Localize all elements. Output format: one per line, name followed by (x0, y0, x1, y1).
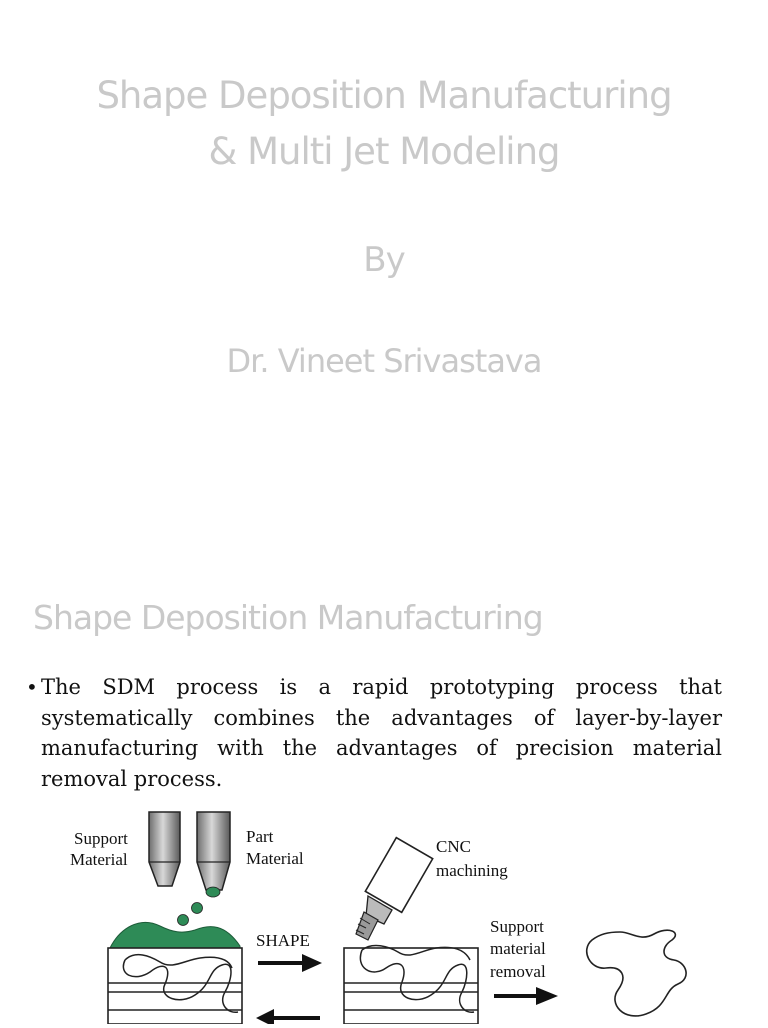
part-nozzle-icon (197, 812, 230, 897)
support-material-label-2: Material (70, 850, 128, 869)
cnc-label-2: machining (436, 861, 508, 880)
support-nozzle-icon (149, 812, 180, 886)
title-line-1: Shape Deposition Manufacturing (96, 74, 672, 117)
deposition-block (108, 922, 242, 1024)
sdm-diagram (0, 800, 768, 1024)
support-material-label-1: Support (74, 829, 128, 848)
bullet-text: The SDM process is a rapid prototyping process that systematically combines the advantages of layer-by-layer manufacturing with the advantages of precision material removal process. (41, 675, 722, 791)
removal-label-1: Support (490, 917, 544, 936)
machined-block (344, 946, 478, 1024)
title-line-2: & Multi Jet Modeling (208, 130, 560, 173)
cnc-tool-icon (356, 838, 433, 940)
removal-label-3: removal (490, 962, 546, 981)
droplet-icon (192, 903, 203, 914)
section-title: Shape Deposition Manufacturing (33, 598, 543, 637)
cnc-label-1: CNC (436, 837, 471, 856)
bullet-item (26, 672, 722, 794)
droplet-icon (178, 915, 189, 926)
sdm-process-figure (0, 800, 768, 1024)
bullet-icon: • (26, 675, 38, 699)
final-part-shape (587, 930, 686, 1016)
by-text: By (363, 240, 405, 280)
author-name: Dr. Vineet Srivastava (226, 342, 542, 380)
part-material-label-1: Part (246, 827, 274, 846)
shape-label: SHAPE (256, 931, 310, 950)
arrow-right-icon (258, 954, 322, 972)
arrow-left-icon (256, 1009, 320, 1024)
removal-label-2: material (490, 939, 546, 958)
part-material-label-2: Material (246, 849, 304, 868)
slide-title (0, 68, 768, 180)
arrow-right-icon (494, 987, 558, 1005)
